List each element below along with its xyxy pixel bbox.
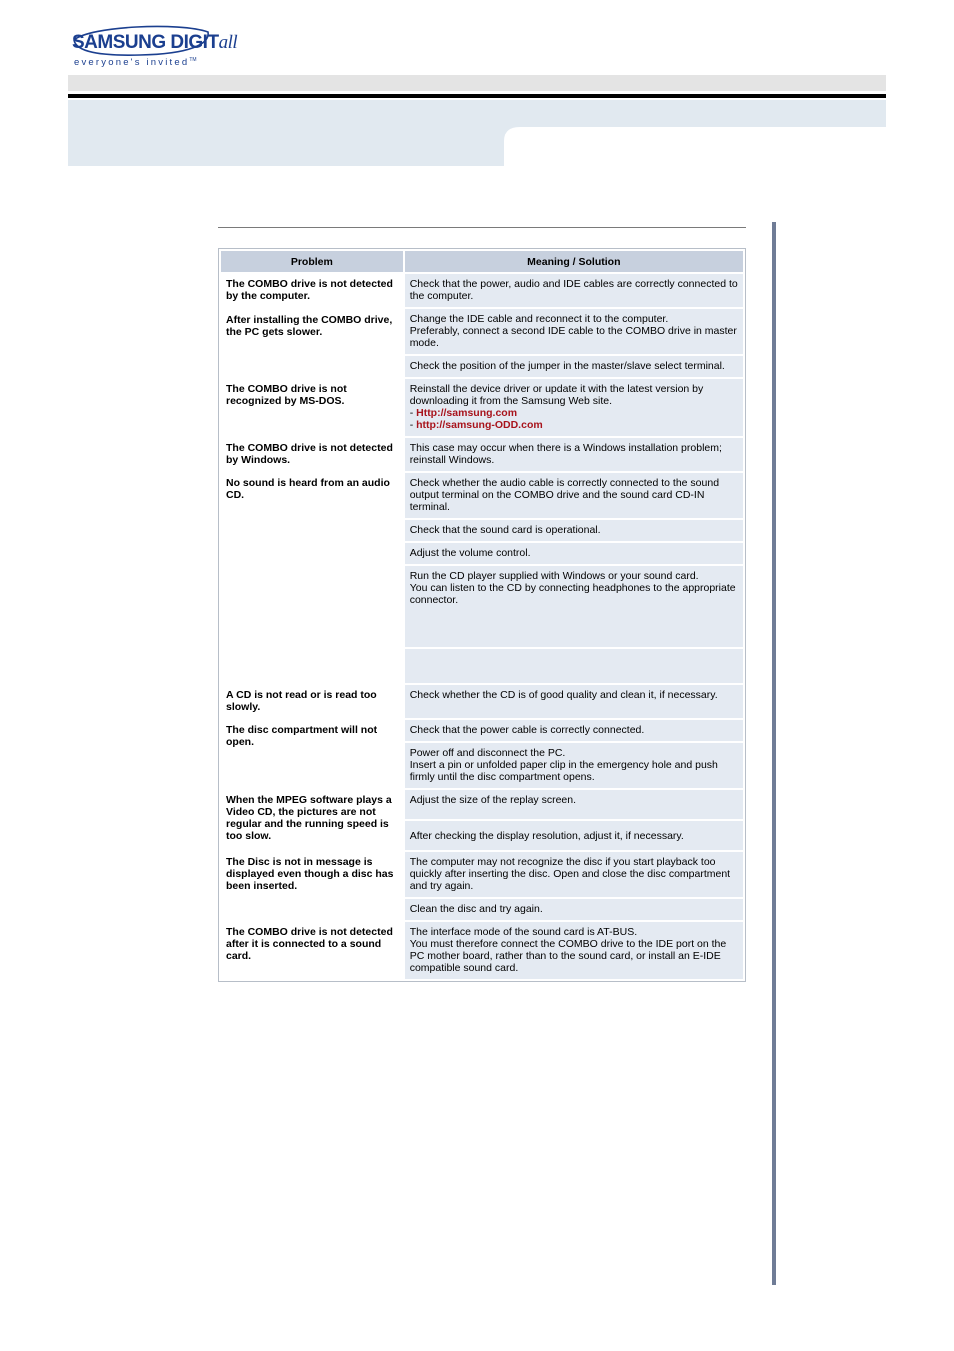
solution-text: Insert a pin or unfolded paper clip in the emergency hole and push firmly until the disc compartment opens. — [409, 759, 718, 783]
header-blue-band — [68, 100, 886, 166]
problem-cell — [221, 274, 403, 377]
table-row — [221, 274, 743, 307]
solution-text: Power off and disconnect the PC. — [409, 747, 566, 759]
solution-text: Change the IDE cable and reconnect it to the computer. — [409, 313, 669, 325]
table-row — [221, 922, 743, 979]
samsung-link[interactable]: Http://samsung.com — [416, 407, 518, 419]
problem-cell: A CD is not read or is read too slowly. — [221, 685, 403, 718]
problem-text: After installing the COMBO drive, the PC gets slower. — [226, 314, 393, 338]
solution-cell: Adjust the size of the replay screen. — [405, 790, 743, 819]
problem-cell: When the MPEG software plays a Video CD, the pictures are not regular and the running speed is too slow. — [221, 790, 403, 850]
header-black-rule — [68, 94, 886, 98]
solution-cell — [405, 309, 743, 354]
solution-cell-empty — [405, 649, 743, 683]
problem-cell: The Disc is not in message is displayed even though a disc has been inserted. — [221, 852, 403, 920]
samsung-logo — [70, 24, 238, 70]
table-row — [221, 473, 743, 518]
table-row — [221, 790, 743, 819]
solution-cell: This case may occur when there is a Windows installation problem; reinstall Windows. — [405, 438, 743, 471]
solution-cell: Check that the sound card is operational. — [405, 520, 743, 541]
table-top-rule — [218, 227, 746, 228]
table-row — [221, 685, 743, 718]
solution-text: Run the CD player supplied with Windows or your sound card. — [409, 570, 699, 582]
solution-cell: Adjust the volume control. — [405, 543, 743, 564]
problem-text: The COMBO drive is not detected by the computer. — [226, 278, 393, 302]
logo-tagline: everyone's invited — [74, 57, 190, 69]
table-row — [221, 852, 743, 897]
solution-cell: After checking the display resolution, adjust it, if necessary. — [405, 821, 743, 850]
solution-cell — [405, 922, 743, 979]
table-row — [221, 720, 743, 741]
solution-text: Preferably, connect a second IDE cable to the COMBO drive in master mode. — [409, 325, 737, 349]
solution-cell — [405, 566, 743, 647]
header-grey-bar — [68, 75, 886, 91]
solution-cell: Clean the disc and try again. — [405, 899, 743, 920]
solution-cell: The computer may not recognize the disc if you start playback too quickly after inserting the disc. Open and close the disc compartment and try again. — [405, 852, 743, 897]
samsung-odd-link[interactable]: http://samsung-ODD.com — [416, 419, 543, 431]
table-row — [221, 438, 743, 471]
solution-cell: Check that the power cable is correctly connected. — [405, 720, 743, 741]
solution-text: Reinstall the device driver or update it with the latest version by downloading it from the Samsung Web site. — [409, 383, 704, 407]
solution-cell: Check that the power, audio and IDE cables are correctly connected to the computer. — [405, 274, 743, 307]
logo-brand-suffix: all — [218, 32, 238, 53]
solution-cell: Check whether the audio cable is correctly connected to the sound output terminal on the COMBO drive and the sound card CD-IN terminal. — [405, 473, 743, 518]
header-problem: Problem — [221, 251, 403, 272]
problem-cell: The disc compartment will not open. — [221, 720, 403, 788]
problem-cell: The COMBO drive is not recognized by MS-DOS. — [221, 379, 403, 436]
solution-cell — [405, 743, 743, 788]
problem-cell: The COMBO drive is not detected after it is connected to a sound card. — [221, 922, 403, 979]
table-row — [221, 379, 743, 436]
solution-text: You must therefore connect the COMBO drive to the IDE port on the PC mother board, rather than to the sound card, or install an E-IDE compatible sound card. — [409, 938, 727, 974]
solution-cell: Check whether the CD is of good quality and clean it, if necessary. — [405, 685, 743, 718]
solution-cell: Reinstall the device driver or update it with the latest version by downloading it from the Samsung Web site. - Http://samsung.com - http://samsung-ODD.com — [405, 379, 743, 436]
solution-text: You can listen to the CD by connecting headphones to the appropriate connector. — [409, 582, 736, 606]
logo-brand: SAMSUNG DIGIT — [72, 32, 219, 53]
solution-cell: Check the position of the jumper in the master/slave select terminal. — [405, 356, 743, 377]
side-vertical-rule — [772, 222, 776, 1285]
header-solution: Meaning / Solution — [405, 251, 743, 272]
solution-text: The interface mode of the sound card is AT-BUS. — [409, 926, 638, 938]
table-header-row — [221, 251, 743, 272]
logo-tm: TM — [189, 57, 197, 63]
problem-cell: The COMBO drive is not detected by Windows. — [221, 438, 403, 471]
troubleshooting-table — [218, 248, 746, 982]
problem-cell: No sound is heard from an audio CD. — [221, 473, 403, 683]
